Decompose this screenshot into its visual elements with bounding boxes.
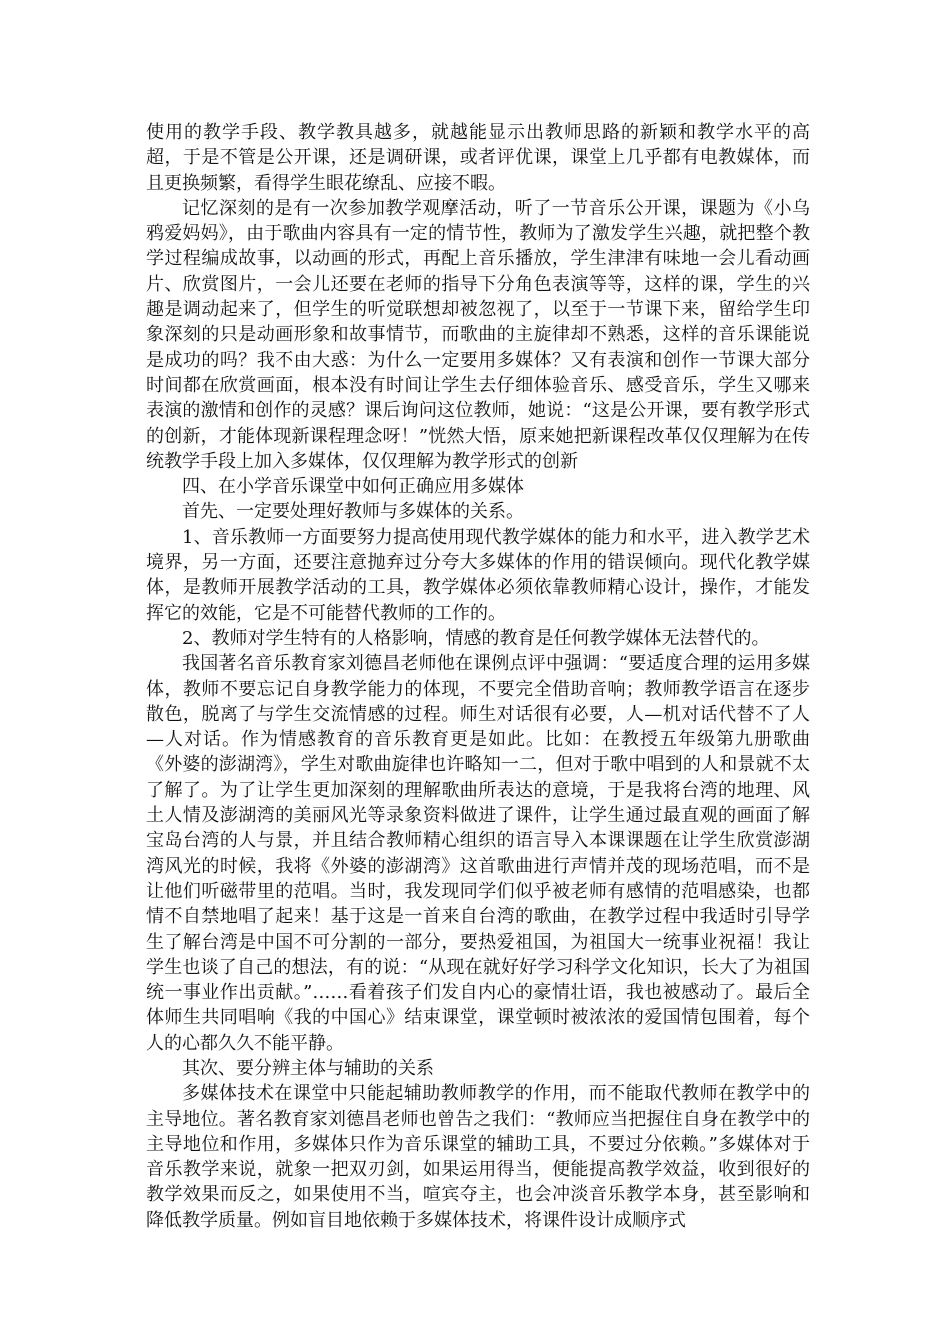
subheading-second: 其次、要分辨主体与辅助的关系: [182, 1057, 434, 1079]
paragraph-intro-continuation: 使用的教学手段、教学教具越多，就越能显示出教师思路的新颖和教学水平的高超，于是不管是公开课，还是调研课，或者评优课，课堂上几乎都有电教媒体，而且更换频繁，看得学生眼花缭乱、应接不暇。: [146, 122, 810, 194]
paragraph-auxiliary-role: 多媒体技术在课堂中只能起辅助教师教学的作用，而不能取代教师在教学中的主导地位。著名教育家刘德昌老师也曾告之我们：“教师应当把握住自身在教学中的主导地位和作用，多媒体只作为音乐课堂的辅助工具，不要过分依赖。”多媒体对于音乐教学来说，就象一把双刃剑，如果运用得当，便能提高教学效益，收到很好的教学效果而反之，如果使用不当，喧宾夺主，也会冲淡音乐教学本身，甚至影响和降低教学质量。例如盲目地依赖于多媒体技术，将课件设计成顺序式: [146, 1083, 810, 1231]
paragraph-point-two: 2、教师对学生特有的人格影响，情感的教育是任何教学媒体无法替代的。: [182, 627, 770, 649]
paragraph-memory-observation: 记忆深刻的是有一次参加教学观摩活动，听了一节音乐公开课，课题为《小乌鸦爱妈妈》，由于歌曲内容具有一定的情节性，教师为了激发学生兴趣，就把整个教学过程编成故事，以动画的形式，再配上音乐播放，学生津津有味地一会儿看动画片、欣赏图片，一会儿还要在老师的指导下分角色表演等等，这样的课，学生的兴趣是调动起来了，但学生的听觉联想却被忽视了，以至于一节课下来，留给学生印象深刻的只是动画形象和故事情节，而歌曲的主旋律却不熟悉，这样的音乐课能说是成功的吗？我不由大惑：为什么一定要用多媒体？又有表演和创作一节课大部分时间都在欣赏画面，根本没有时间让学生去仔细体验音乐、感受音乐，学生又哪来表演的激情和创作的灵感？课后询问这位教师，她说：“这是公开课，要有教学形式的创新，才能体现新课程理念呀！”恍然大悟，原来她把新课程改革仅仅理解为在传统教学手段上加入多媒体，仅仅理解为教学形式的创新: [146, 197, 810, 472]
subheading-first: 首先、一定要处理好教师与多媒体的关系。: [182, 501, 524, 523]
document-body: [146, 120, 810, 1233]
paragraph-point-one: 1、音乐教师一方面要努力提高使用现代教学媒体的能力和水平，进入教学艺术境界，另一方面，还要注意抛弃过分夸大多媒体的作用的错误倾向。现代化教学媒体，是教师开展教学活动的工具，教学媒体必须依靠教师精心设计，操作，才能发挥它的效能，它是不可能替代教师的工作的。: [146, 526, 810, 624]
paragraph-liu-dechang-example: 我国著名音乐教育家刘德昌老师他在课例点评中强调：“要适度合理的运用多媒体，教师不要忘记自身教学能力的体现，不要完全借助音响；教师教学语言在逐步散色，脱离了与学生交流情感的过程。师生对话很有必要，人—机对话代替不了人—人对话。作为情感教育的音乐教育更是如此。比如：在教授五年级第九册歌曲《外婆的澎湖湾》，学生对歌曲旋律也许略知一二，但对于歌中唱到的人和景就不太了解了。为了让学生更加深刻的理解歌曲所表达的意境，于是我将台湾的地理、风土人情及澎湖湾的美丽风光等录象资料做进了课件，让学生通过最直观的画面了解宝岛台湾的人与景，并且结合教师精心组织的语言导入本课课题在让学生欣赏澎湖湾风光的时候，我将《外婆的澎湖湾》这首歌曲进行声情并茂的现场范唱，而不是让他们听磁带里的范唱。当时，我发现同学们似乎被老师有感情的范唱感染，也都情不自禁地唱了起来！基于这是一首来自台湾的歌曲，在教学过程中我适时引导学生了解台湾是中国不可分割的一部分，要热爱祖国，为祖国大一统事业祝福！我让学生也谈了自己的想法，有的说：“从现在就好好学习科学文化知识，长大了为祖国统一事业作出贡献。”……看着孩子们发自内心的豪情壮语，我也被感动了。最后全体师生共同唱响《我的中国心》结束课堂，课堂顿时被浓浓的爱国情包围着，每个人的心都久久不能平静。: [146, 653, 810, 1054]
section-heading-four: 四、在小学音乐课堂中如何正确应用多媒体: [182, 476, 524, 498]
